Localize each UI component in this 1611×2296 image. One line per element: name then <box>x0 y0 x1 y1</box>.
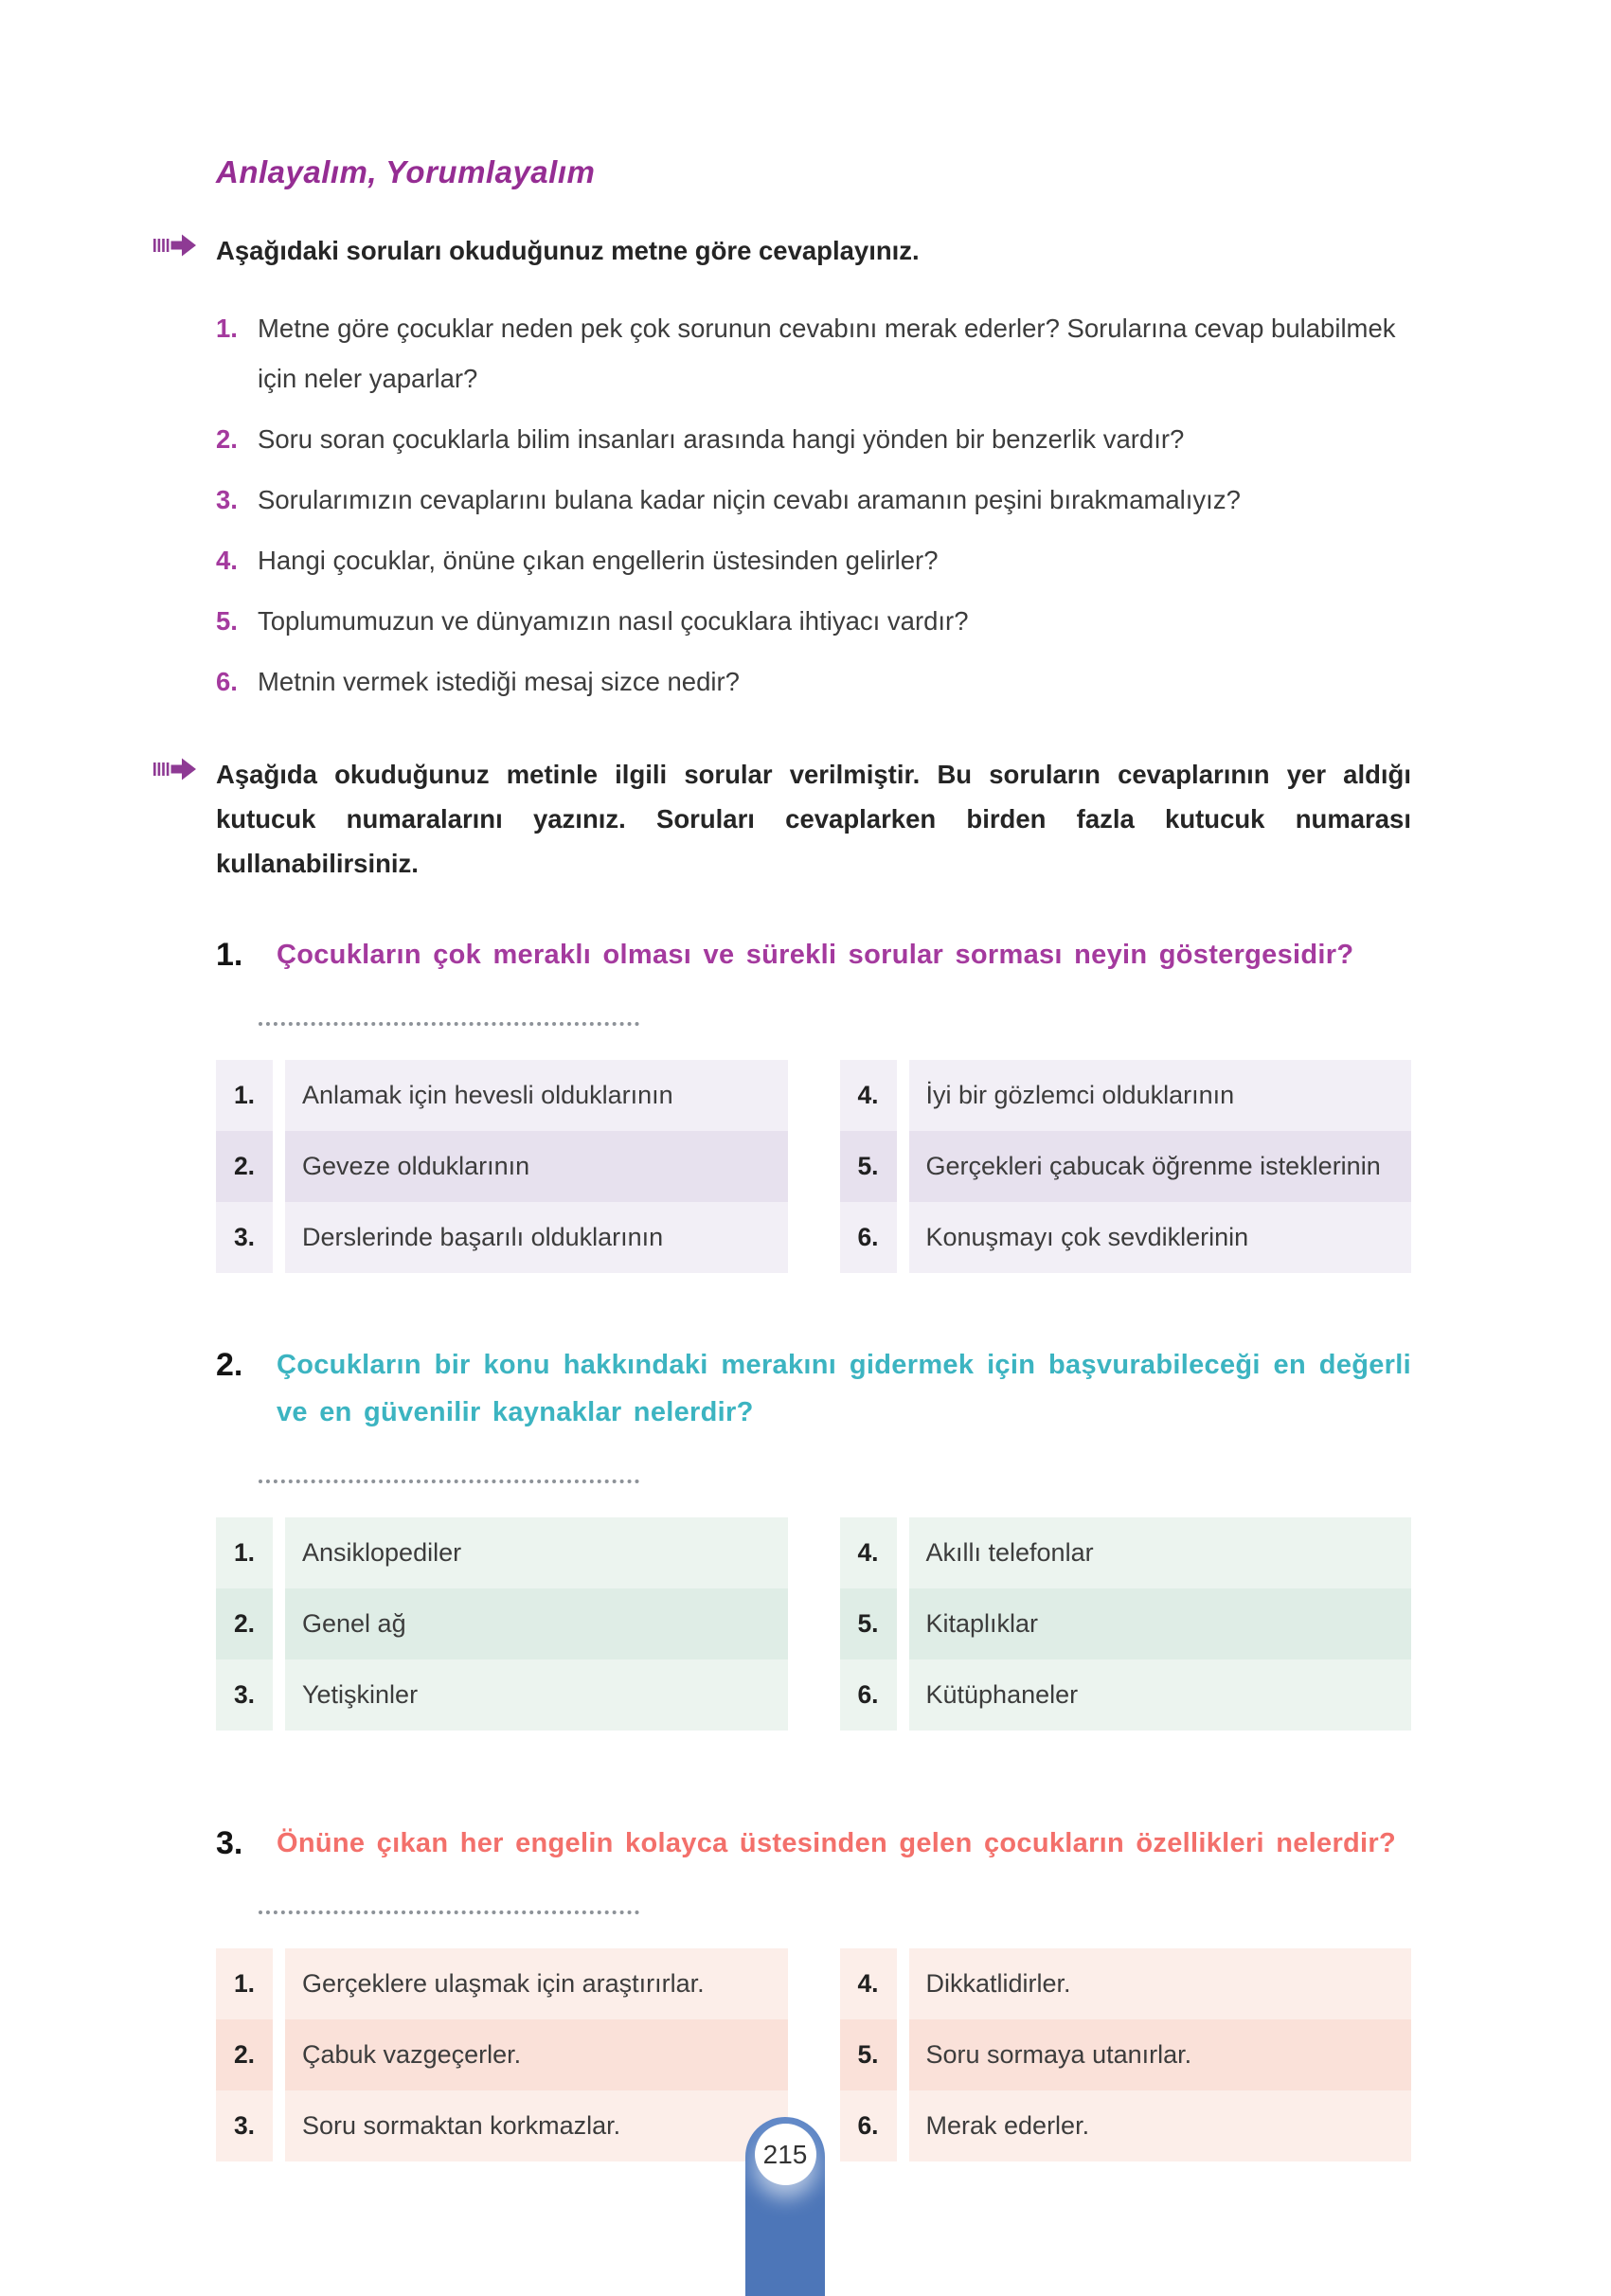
question-number: 1. <box>216 314 238 343</box>
exercise-question: Çocukların çok meraklı olması ve sürekli sorular sorması neyin göstergesidir? <box>277 940 1354 970</box>
option-row <box>216 1659 788 1731</box>
option-number: 2. <box>216 1588 273 1659</box>
option-number: 5. <box>840 2019 897 2090</box>
option-text: Akıllı telefonlar <box>909 1517 1412 1588</box>
option-text: Gerçekleri çabucak öğrenme isteklerinin <box>909 1131 1412 1202</box>
question-item <box>216 535 1411 585</box>
question-number: 3. <box>216 485 238 514</box>
option-row <box>216 1948 788 2019</box>
question-text: Soru soran çocuklarla bilim insanları arasında hangi yönden bir benzerlik vardır? <box>258 424 1185 454</box>
question-item <box>216 596 1411 646</box>
answer-blank[interactable] <box>259 1905 639 1914</box>
option-row <box>216 1588 788 1659</box>
option-text: Ansiklopediler <box>285 1517 788 1588</box>
option-row <box>840 1659 1412 1731</box>
question-number: 5. <box>216 606 238 636</box>
question-item <box>216 414 1411 464</box>
option-row <box>840 2019 1412 2090</box>
comprehension-question-list <box>216 303 1411 707</box>
exercise-1-header <box>216 931 1411 978</box>
exercise-question: Çocukların bir konu hakkındaki merakını gidermek için başvurabileceği en değerli ve en güvenilir kaynaklar nelerdir? <box>277 1350 1411 1427</box>
question-number: 6. <box>216 667 238 696</box>
option-number: 5. <box>840 1588 897 1659</box>
option-row <box>840 1202 1412 1273</box>
options-right-column <box>840 1060 1412 1273</box>
answer-blank[interactable] <box>259 1016 639 1026</box>
option-text: Anlamak için hevesli olduklarının <box>285 1060 788 1131</box>
question-number: 2. <box>216 424 238 454</box>
option-number: 6. <box>840 1202 897 1273</box>
options-left-column <box>216 1948 788 2161</box>
directive-1 <box>216 228 1411 273</box>
option-text: Gerçeklere ulaşmak için araştırırlar. <box>285 1948 788 2019</box>
option-text: Merak ederler. <box>909 2090 1412 2161</box>
question-text: Sorularımızın cevaplarını bulana kadar niçin cevabı aramanın peşini bırakmamalıyız? <box>258 485 1241 514</box>
option-row <box>216 1517 788 1588</box>
question-text: Hangi çocuklar, önüne çıkan engellerin üstesinden gelirler? <box>258 546 939 575</box>
page-content <box>216 0 1411 2161</box>
directive-2-text: Aşağıda okuduğunuz metinle ilgili sorular verilmiştir. Bu soruların cevaplarının yer aldığı kutucuk numaralarını yazınız. Soruları cevaplarken birden fazla kutucuk numarası kullanabilirsiniz. <box>216 760 1411 878</box>
options-right-column <box>840 1948 1412 2161</box>
option-row <box>840 1517 1412 1588</box>
directive-2 <box>216 752 1411 886</box>
option-text: Yetişkinler <box>285 1659 788 1731</box>
option-number: 6. <box>840 1659 897 1731</box>
question-item <box>216 656 1411 707</box>
option-text: Kütüphaneler <box>909 1659 1412 1731</box>
page-number: 215 <box>762 2139 808 2169</box>
option-row <box>216 1202 788 1273</box>
option-row <box>840 1948 1412 2019</box>
page-number-badge <box>755 2124 816 2185</box>
options-left-column <box>216 1517 788 1731</box>
option-text: Dikkatlidirler. <box>909 1948 1412 2019</box>
option-row <box>840 1131 1412 1202</box>
exercise-1-options <box>216 1060 1411 1273</box>
option-text: Derslerinde başarılı olduklarının <box>285 1202 788 1273</box>
option-number: 1. <box>216 1948 273 2019</box>
option-row <box>840 1060 1412 1131</box>
option-text: Soru sormaya utanırlar. <box>909 2019 1412 2090</box>
answer-blank[interactable] <box>259 1474 639 1483</box>
option-row <box>216 1060 788 1131</box>
option-row <box>216 1131 788 1202</box>
options-left-column <box>216 1060 788 1273</box>
option-text: Konuşmayı çok sevdiklerinin <box>909 1202 1412 1273</box>
option-row <box>840 2090 1412 2161</box>
option-row <box>216 2090 788 2161</box>
page-number-tab <box>745 2117 825 2296</box>
option-text: Soru sormaktan korkmazlar. <box>285 2090 788 2161</box>
option-text: İyi bir gözlemci olduklarının <box>909 1060 1412 1131</box>
exercise-2 <box>216 1341 1411 1731</box>
question-text: Metne göre çocuklar neden pek çok sorunun cevabını merak ederler? Sorularına cevap bulabilmek için neler yaparlar? <box>258 314 1396 393</box>
exercise-number: 1. <box>216 937 243 973</box>
question-item <box>216 303 1411 404</box>
option-number: 2. <box>216 2019 273 2090</box>
exercise-number: 2. <box>216 1347 243 1383</box>
exercise-number: 3. <box>216 1825 243 1861</box>
option-number: 1. <box>216 1517 273 1588</box>
striped-arrow-icon <box>153 757 197 781</box>
question-number: 4. <box>216 546 238 575</box>
exercise-3-header <box>216 1820 1411 1867</box>
option-text: Kitaplıklar <box>909 1588 1412 1659</box>
option-number: 5. <box>840 1131 897 1202</box>
option-number: 2. <box>216 1131 273 1202</box>
exercise-question: Önüne çıkan her engelin kolayca üstesinden gelen çocukların özellikleri nelerdir? <box>277 1828 1396 1858</box>
exercise-2-options <box>216 1517 1411 1731</box>
exercise-1 <box>216 931 1411 1273</box>
directive-1-text: Aşağıdaki soruları okuduğunuz metne göre cevaplayınız. <box>216 236 920 265</box>
option-number: 4. <box>840 1060 897 1131</box>
option-number: 3. <box>216 1659 273 1731</box>
option-number: 4. <box>840 1517 897 1588</box>
question-text: Toplumumuzun ve dünyamızın nasıl çocuklara ihtiyacı vardır? <box>258 606 969 636</box>
option-text: Geveze olduklarının <box>285 1131 788 1202</box>
options-right-column <box>840 1517 1412 1731</box>
option-number: 3. <box>216 1202 273 1273</box>
question-text: Metnin vermek istediği mesaj sizce nedir? <box>258 667 740 696</box>
option-number: 6. <box>840 2090 897 2161</box>
option-number: 3. <box>216 2090 273 2161</box>
option-number: 1. <box>216 1060 273 1131</box>
striped-arrow-icon <box>153 233 197 258</box>
option-text: Çabuk vazgeçerler. <box>285 2019 788 2090</box>
option-number: 4. <box>840 1948 897 2019</box>
question-item <box>216 475 1411 525</box>
option-text: Genel ağ <box>285 1588 788 1659</box>
option-row <box>840 1588 1412 1659</box>
exercise-2-header <box>216 1341 1411 1436</box>
section-title: Anlayalım, Yorumlayalım <box>216 154 596 189</box>
exercise-3 <box>216 1820 1411 2161</box>
option-row <box>216 2019 788 2090</box>
